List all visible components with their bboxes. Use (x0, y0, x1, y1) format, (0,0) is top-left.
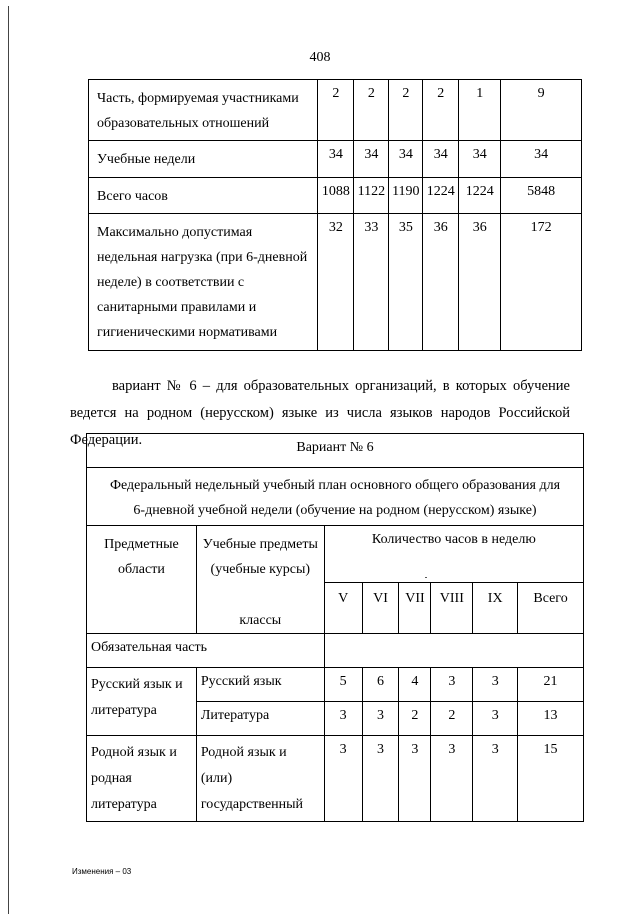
cell-value: 2 (354, 80, 389, 141)
cell-value: 34 (318, 141, 354, 178)
grade-header: VI (362, 583, 399, 634)
cell-value: 3 (473, 702, 518, 736)
grade-header: VIII (431, 583, 473, 634)
cell-value: 172 (501, 214, 582, 351)
subject-name: Русский язык (196, 668, 324, 702)
cell-value: 3 (362, 736, 399, 822)
cell-value: 36 (459, 214, 501, 351)
row-label: Учебные недели (89, 141, 318, 178)
header-subject-areas: Предметные области (87, 526, 197, 634)
cell-value: 36 (423, 214, 459, 351)
plan-title: Федеральный недельный учебный план основного общего образования для 6-дневной учебной недели (обучение на родном (нерусском) языке) (87, 468, 584, 526)
table-row (89, 141, 582, 178)
cell-value: 2 (389, 80, 423, 141)
cell-value: 3 (362, 702, 399, 736)
cell-value: 33 (354, 214, 389, 351)
row-label: Часть, формируемая участниками образовательных отношений (89, 80, 318, 141)
cell-value: 2 (423, 80, 459, 141)
cell-value: 32 (318, 214, 354, 351)
page-number: 408 (309, 50, 331, 65)
subject-name: Родной язык и (или) государственный (196, 736, 324, 822)
cell-value: 2 (431, 702, 473, 736)
grade-header: V (324, 583, 362, 634)
cell-value: 3 (473, 736, 518, 822)
subject-area: Русский язык и литература (87, 668, 197, 736)
hours-table-continued (88, 79, 582, 351)
cell-value: 9 (501, 80, 582, 141)
table-row (87, 526, 584, 583)
mandatory-part-label: Обязательная часть (87, 634, 325, 668)
variant-title: Вариант № 6 (87, 434, 584, 468)
cell-value: 5 (324, 668, 362, 702)
table-row (87, 736, 584, 822)
cell-value: 34 (501, 141, 582, 178)
header-hours-per-week: Количество часов в неделю (324, 526, 583, 583)
cell-value: 6 (362, 668, 399, 702)
grade-header: IX (473, 583, 518, 634)
cell-value: 3 (399, 736, 431, 822)
footer-revision: Изменения – 03 (72, 867, 132, 876)
empty-cell (324, 634, 583, 668)
header-classes-label: классы (239, 613, 282, 628)
table-row (89, 178, 582, 214)
table-row (87, 668, 584, 702)
cell-value: 1190 (389, 178, 423, 214)
cell-value: 3 (431, 736, 473, 822)
cell-value: 1088 (318, 178, 354, 214)
cell-value: 1 (459, 80, 501, 141)
table-row (89, 214, 582, 351)
header-subjects (196, 526, 324, 634)
cell-value: 3 (473, 668, 518, 702)
scan-speck (425, 577, 427, 578)
cell-value: 4 (399, 668, 431, 702)
header-subjects-label: Учебные предметы (учебные курсы) (202, 537, 318, 577)
cell-value: 13 (518, 702, 584, 736)
cell-value: 35 (389, 214, 423, 351)
cell-value: 3 (324, 702, 362, 736)
cell-value: 2 (318, 80, 354, 141)
curriculum-plan-table (86, 433, 584, 822)
cell-value: 34 (459, 141, 501, 178)
table-row (87, 634, 584, 668)
cell-value: 21 (518, 668, 584, 702)
cell-value: 34 (423, 141, 459, 178)
row-label: Максимально допустимая недельная нагрузка (при 6-дневной неделе) в соответствии с санитарными правилами и гигиеническими нормативами (89, 214, 318, 351)
row-label: Всего часов (89, 178, 318, 214)
subject-area: Родной язык и родная литература (87, 736, 197, 822)
cell-value: 2 (399, 702, 431, 736)
table-row (87, 468, 584, 526)
grade-header: Всего (518, 583, 584, 634)
table-row (89, 80, 582, 141)
cell-value: 1122 (354, 178, 389, 214)
table-row (87, 434, 584, 468)
subject-name: Литература (196, 702, 324, 736)
cell-value: 1224 (459, 178, 501, 214)
cell-value: 3 (431, 668, 473, 702)
cell-value: 5848 (501, 178, 582, 214)
cell-value: 15 (518, 736, 584, 822)
variant-description: вариант № 6 – для образовательных организаций, в которых обучение ведется на родном (нерусском) языке из числа языков народов Российской Федерации. (70, 378, 570, 448)
cell-value: 34 (354, 141, 389, 178)
cell-value: 34 (389, 141, 423, 178)
cell-value: 3 (324, 736, 362, 822)
cell-value: 1224 (423, 178, 459, 214)
grade-header: VII (399, 583, 431, 634)
